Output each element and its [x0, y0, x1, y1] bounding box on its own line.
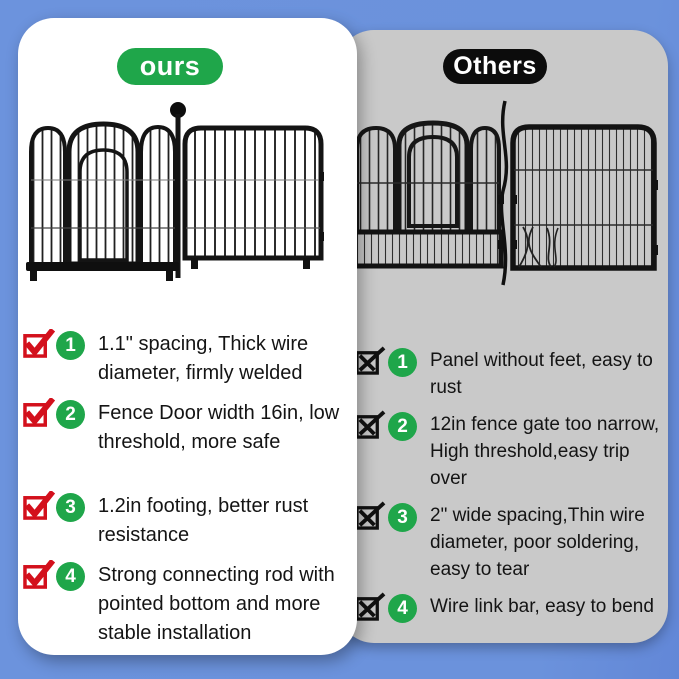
- others-card: [338, 30, 668, 643]
- others-list-item: [354, 409, 660, 492]
- feature-text: 1.1" spacing, Thick wire diameter, firmly welded: [98, 333, 309, 384]
- number-badge: 1: [56, 331, 85, 360]
- black-checkbox-crossed-icon: [354, 410, 387, 439]
- bottom-bar: [26, 262, 179, 271]
- others-fence-illustration: [347, 95, 659, 290]
- black-checkbox-crossed-icon: [354, 346, 387, 375]
- number-badge: 4: [56, 562, 85, 591]
- red-checkbox-checked-icon: [22, 329, 55, 358]
- number-badge: 1: [388, 348, 417, 377]
- ours-feature-list: [22, 328, 354, 657]
- ours-list-item: [22, 559, 354, 648]
- ours-fence-illustration: [20, 100, 335, 295]
- number-badge: 2: [388, 412, 417, 441]
- feature-text: Panel without feet, easy to rust: [430, 350, 653, 398]
- feature-text: 1.2in footing, better rust resistance: [98, 495, 309, 546]
- feature-text: Wire link bar, easy to bend: [430, 596, 654, 617]
- ours-badge-label: ours: [139, 51, 201, 81]
- ours-list-item: [22, 490, 354, 550]
- ours-fence-image: [20, 100, 335, 295]
- ours-list-item: [22, 397, 354, 457]
- others-badge: [443, 49, 547, 84]
- number-badge: 3: [388, 503, 417, 532]
- feature-text: 2" wide spacing,Thin wire diameter, poor soldering, easy to tear: [430, 505, 645, 580]
- number-badge: 2: [56, 400, 85, 429]
- red-checkbox-checked-icon: [22, 491, 55, 520]
- red-checkbox-checked-icon: [22, 560, 55, 589]
- others-badge-label: Others: [453, 52, 537, 80]
- others-list-item: [354, 591, 660, 623]
- black-checkbox-crossed-icon: [354, 592, 387, 621]
- others-fence-image: [347, 95, 659, 290]
- feature-text: 12in fence gate too narrow, High threshold,easy trip over: [430, 414, 660, 489]
- ours-badge: [117, 48, 223, 85]
- red-checkbox-checked-icon: [22, 398, 55, 427]
- feature-text: Fence Door width 16in, low threshold, more safe: [98, 402, 340, 453]
- others-list-item: [354, 345, 660, 401]
- number-badge: 4: [388, 594, 417, 623]
- others-list-item: [354, 500, 660, 583]
- number-badge: 3: [56, 493, 85, 522]
- ours-card: [18, 18, 357, 655]
- feature-text: Strong connecting rod with pointed bottom and more stable installation: [98, 564, 335, 644]
- black-checkbox-crossed-icon: [354, 501, 387, 530]
- ours-list-item: [22, 328, 354, 388]
- others-feature-list: [354, 345, 660, 631]
